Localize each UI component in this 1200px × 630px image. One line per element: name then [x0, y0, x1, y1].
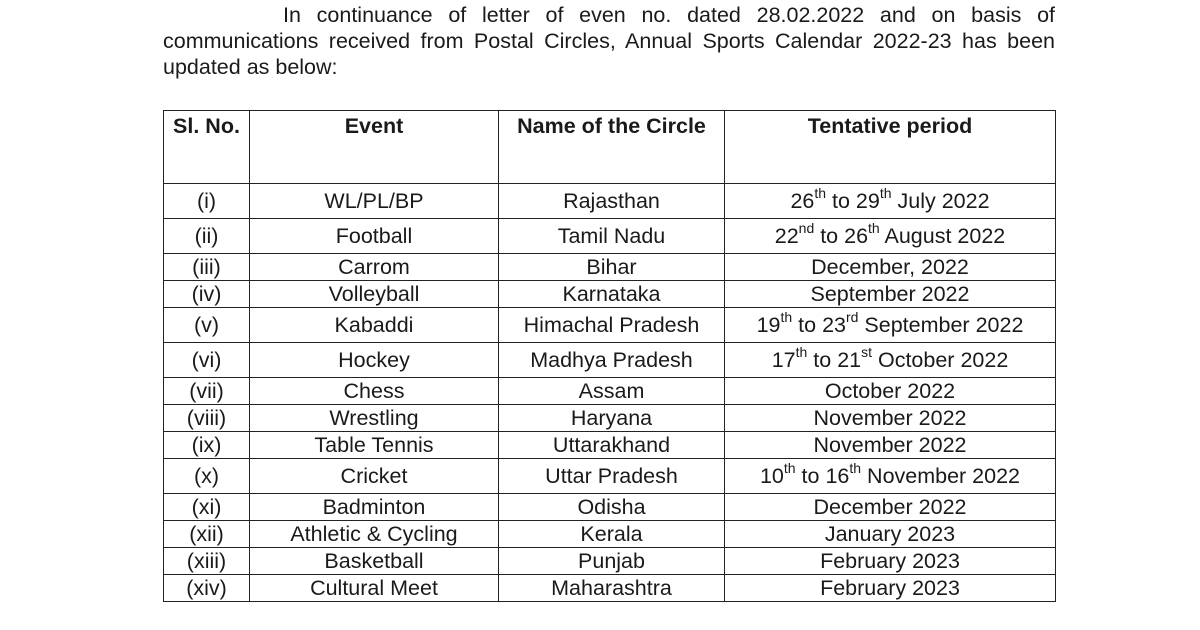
cell-period: [725, 184, 1056, 219]
period-text: January 2023: [824, 522, 956, 546]
cell-sl-no: (iv): [164, 281, 250, 308]
table-header-row: [164, 111, 1056, 184]
period-ordinal-suffix: st: [861, 343, 873, 360]
cell-period: [725, 308, 1056, 343]
period-text: November 2022: [861, 464, 1021, 488]
cell-event: Athletic & Cycling: [250, 521, 499, 548]
cell-sl-no: (v): [164, 308, 250, 343]
cell-circle: Himachal Pradesh: [499, 308, 725, 343]
cell-event: Football: [250, 219, 499, 254]
table-row: [164, 308, 1056, 343]
cell-sl-no: (viii): [164, 405, 250, 432]
cell-circle: Kerala: [499, 521, 725, 548]
cell-period: [725, 575, 1056, 602]
cell-circle: Haryana: [499, 405, 725, 432]
period-text: November 2022: [813, 406, 967, 430]
table-row: [164, 459, 1056, 494]
cell-event: Wrestling: [250, 405, 499, 432]
cell-event: WL/PL/BP: [250, 184, 499, 219]
cell-event: Carrom: [250, 254, 499, 281]
period-ordinal-suffix: nd: [798, 219, 815, 236]
table-row: [164, 219, 1056, 254]
cell-sl-no: (iii): [164, 254, 250, 281]
period-text: 17: [771, 348, 796, 372]
period-ordinal-suffix: th: [868, 219, 880, 236]
cell-sl-no: (x): [164, 459, 250, 494]
period-ordinal-suffix: rd: [846, 308, 859, 325]
table-row: [164, 378, 1056, 405]
cell-event: Chess: [250, 378, 499, 405]
cell-event: Table Tennis: [250, 432, 499, 459]
cell-period: [725, 219, 1056, 254]
period-text: February 2023: [820, 549, 960, 573]
period-text: to 16: [795, 464, 850, 488]
cell-period: [725, 281, 1056, 308]
cell-circle: Bihar: [499, 254, 725, 281]
period-text: to 29: [826, 189, 880, 213]
period-text: December 2022: [813, 495, 967, 519]
cell-circle: Rajasthan: [499, 184, 725, 219]
cell-period: [725, 343, 1056, 378]
period-ordinal-suffix: th: [849, 459, 862, 476]
table-row: [164, 254, 1056, 281]
period-text: 22: [774, 224, 799, 248]
period-text: July 2022: [891, 189, 990, 213]
cell-period: [725, 254, 1056, 281]
cell-event: Cricket: [250, 459, 499, 494]
period-text: August 2022: [879, 224, 1006, 248]
cell-event: Cultural Meet: [250, 575, 499, 602]
table-row: [164, 184, 1056, 219]
cell-event: Hockey: [250, 343, 499, 378]
cell-circle: Uttar Pradesh: [499, 459, 725, 494]
sports-calendar-table: [163, 110, 1056, 602]
header-circle: Name of the Circle: [499, 111, 725, 184]
period-text: 19: [756, 313, 781, 337]
cell-event: Basketball: [250, 548, 499, 575]
table-row: [164, 405, 1056, 432]
cell-circle: Punjab: [499, 548, 725, 575]
cell-period: [725, 521, 1056, 548]
period-text: to 23: [792, 313, 846, 337]
intro-text: In continuance of letter of even no. dated 28.02.2022 and on basis of communications received from Postal Circles, Annual Sports Calendar 2022-23 has been updated as below:: [163, 3, 1055, 79]
cell-event: Kabaddi: [250, 308, 499, 343]
header-event: Event: [250, 111, 499, 184]
cell-sl-no: (xi): [164, 494, 250, 521]
cell-sl-no: (xiii): [164, 548, 250, 575]
period-text: September 2022: [810, 282, 970, 306]
period-text: 10: [759, 464, 784, 488]
table-row: [164, 521, 1056, 548]
cell-sl-no: (xii): [164, 521, 250, 548]
cell-circle: Karnataka: [499, 281, 725, 308]
period-text: to 21: [807, 348, 862, 372]
cell-sl-no: (xiv): [164, 575, 250, 602]
cell-sl-no: (vi): [164, 343, 250, 378]
cell-circle: Assam: [499, 378, 725, 405]
table-row: [164, 548, 1056, 575]
table-row: [164, 494, 1056, 521]
cell-sl-no: (ix): [164, 432, 250, 459]
cell-sl-no: (ii): [164, 219, 250, 254]
period-text: September 2022: [858, 313, 1024, 337]
cell-sl-no: (vii): [164, 378, 250, 405]
cell-period: [725, 459, 1056, 494]
intro-paragraph: [163, 2, 1055, 80]
cell-period: [725, 432, 1056, 459]
period-ordinal-suffix: th: [814, 184, 827, 201]
cell-circle: Madhya Pradesh: [499, 343, 725, 378]
period-text: October 2022: [824, 379, 956, 403]
cell-period: [725, 378, 1056, 405]
table-row: [164, 575, 1056, 602]
cell-period: [725, 405, 1056, 432]
cell-circle: Odisha: [499, 494, 725, 521]
header-period: Tentative period: [725, 111, 1056, 184]
period-ordinal-suffix: th: [780, 308, 793, 325]
cell-sl-no: (i): [164, 184, 250, 219]
cell-circle: Maharashtra: [499, 575, 725, 602]
period-text: to 26: [814, 224, 869, 248]
cell-period: [725, 548, 1056, 575]
period-ordinal-suffix: th: [795, 343, 808, 360]
table-row: [164, 343, 1056, 378]
table-row: [164, 281, 1056, 308]
period-ordinal-suffix: th: [783, 459, 796, 476]
cell-period: [725, 494, 1056, 521]
table-row: [164, 432, 1056, 459]
cell-event: Badminton: [250, 494, 499, 521]
table-body: [164, 184, 1056, 602]
cell-event: Volleyball: [250, 281, 499, 308]
cell-circle: Uttarakhand: [499, 432, 725, 459]
period-text: February 2023: [820, 576, 960, 600]
period-text: 26: [790, 189, 815, 213]
period-text: November 2022: [813, 433, 967, 457]
period-text: October 2022: [872, 348, 1009, 372]
cell-circle: Tamil Nadu: [499, 219, 725, 254]
period-text: December, 2022: [811, 255, 969, 279]
period-ordinal-suffix: th: [879, 184, 892, 201]
header-sl-no: Sl. No.: [164, 111, 250, 184]
